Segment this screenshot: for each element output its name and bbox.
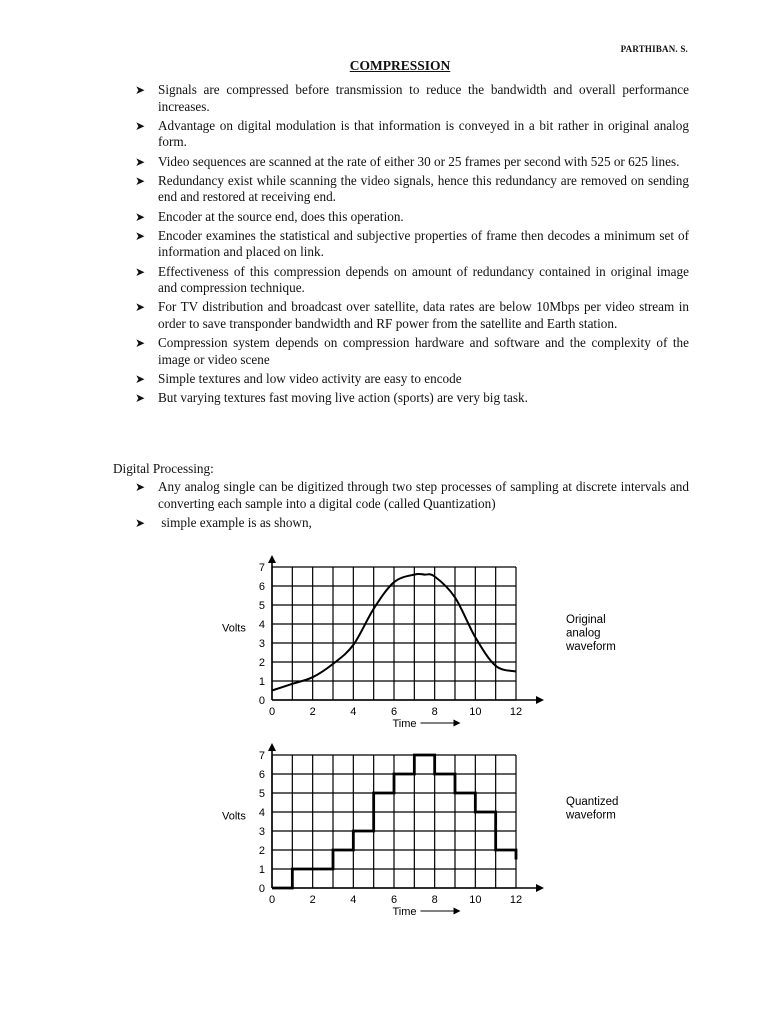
time-arrow-icon xyxy=(454,720,461,727)
bullet-item: ➤ Effectiveness of this compression depends on amount of redundancy contained in original image and compression technique. xyxy=(135,263,689,296)
y-tick-label: 4 xyxy=(258,807,265,819)
legend-label: Original xyxy=(566,614,606,626)
bullet-item: ➤ But varying textures fast moving live action (sports) are very big task. xyxy=(135,390,528,406)
x-tick-label: 2 xyxy=(309,706,316,718)
author-name: PARTHIBAN. S. xyxy=(620,44,688,54)
arrow-bullet-icon: ➤ xyxy=(135,336,146,351)
arrow-bullet-icon: ➤ xyxy=(135,83,146,97)
bullet-item: ➤ Video sequences are scanned at the rate of either 30 or 25 frames per second with 525 or 625 lines. xyxy=(135,153,680,169)
quantized-waveform-figure xyxy=(218,743,638,928)
bullet-item: ➤ Encoder examines the statistical and subjective properties of frame then decodes a minimum set of information and placed on link. xyxy=(135,227,689,260)
bullet-item: ➤ simple example is as shown, xyxy=(135,514,312,530)
x-tick-label: 10 xyxy=(469,706,482,718)
arrow-bullet-icon: ➤ xyxy=(135,391,146,406)
x-tick-label: 6 xyxy=(390,894,398,906)
x-axis-arrow-icon xyxy=(536,884,544,892)
arrow-bullet-icon: ➤ xyxy=(135,173,146,188)
arrow-bullet-icon: ➤ xyxy=(135,264,146,279)
bullet-item: ➤ Signals are compressed before transmission to reduce the bandwidth and overall performance increases. xyxy=(135,82,689,114)
x-tick-label: 2 xyxy=(309,894,316,906)
x-tick-label: 8 xyxy=(431,894,438,906)
y-tick-label: 2 xyxy=(258,657,265,669)
y-tick-label: 3 xyxy=(258,638,265,650)
y-tick-label: 0 xyxy=(258,883,265,895)
bullet-item: ➤ For TV distribution and broadcast over satellite, data rates are below 10Mbps per video stream in order to save transponder bandwidth and RF power from the satellite and Earth station. xyxy=(135,299,689,331)
x-tick-label: 10 xyxy=(469,894,482,906)
arrow-bullet-icon: ➤ xyxy=(135,118,146,133)
bullet-item: ➤ Redundancy exist while scanning the video signals, hence this redundancy are removed on sending end and restored at receiving end. xyxy=(135,172,689,205)
arrow-bullet-icon: ➤ xyxy=(135,228,146,243)
page-title: COMPRESSION xyxy=(349,58,451,73)
y-tick-label: 2 xyxy=(258,845,265,857)
y-tick-label: 5 xyxy=(258,788,265,800)
x-tick-label: 12 xyxy=(509,894,523,906)
x-tick-label: 6 xyxy=(390,706,398,718)
y-axis-arrow-icon xyxy=(268,555,276,563)
y-axis-title: Volts xyxy=(222,622,246,635)
y-tick-label: 1 xyxy=(258,864,265,876)
compression-bullet-list xyxy=(135,82,689,409)
legend-label: waveform xyxy=(566,641,616,653)
x-tick-label: 8 xyxy=(431,706,438,718)
bullet-item: ➤ Compression system depends on compression hardware and software and the complexity of the image or video scene xyxy=(135,335,689,367)
arrow-bullet-icon: ➤ xyxy=(135,371,146,386)
quantized-waveform-chart xyxy=(218,743,638,923)
bullet-item: ➤ Advantage on digital modulation is that information is conveyed in a bit rather in original analog form. xyxy=(135,117,689,150)
arrow-bullet-icon: ➤ xyxy=(135,209,146,224)
bullet-item: ➤ Encoder at the source end, does this operation. xyxy=(135,208,404,224)
y-tick-label: 7 xyxy=(258,750,265,762)
y-tick-label: 6 xyxy=(258,769,265,781)
y-axis-title: Volts xyxy=(222,810,246,823)
x-axis-title: Time xyxy=(392,906,417,918)
y-tick-label: 4 xyxy=(258,619,265,631)
legend-label: waveform xyxy=(566,809,616,822)
arrow-bullet-icon: ➤ xyxy=(135,300,146,315)
y-tick-label: 1 xyxy=(258,676,265,688)
y-axis-arrow-icon xyxy=(268,743,276,751)
x-tick-label: 4 xyxy=(350,706,357,718)
x-tick-label: 0 xyxy=(268,894,276,906)
x-tick-label: 0 xyxy=(268,706,276,718)
digital-processing-bullet-list xyxy=(135,479,689,534)
bullet-item: ➤ Any analog single can be digitized through two step processes of sampling at discrete intervals and converting each sample into a digital code (called Quantization) xyxy=(135,479,689,511)
y-tick-label: 0 xyxy=(258,695,265,707)
arrow-bullet-icon: ➤ xyxy=(135,154,146,169)
y-tick-label: 6 xyxy=(258,581,265,593)
section-heading-digital-processing: Digital Processing: xyxy=(113,461,214,476)
analog-waveform-figure xyxy=(218,555,638,740)
legend-label: Quantized xyxy=(566,796,619,808)
y-tick-label: 7 xyxy=(258,562,265,574)
x-tick-label: 12 xyxy=(509,706,523,718)
y-tick-label: 5 xyxy=(258,600,265,612)
arrow-bullet-icon: ➤ xyxy=(135,515,146,530)
legend-label: analog xyxy=(566,627,601,640)
x-axis-arrow-icon xyxy=(536,696,544,704)
time-arrow-icon xyxy=(454,908,461,915)
arrow-bullet-icon: ➤ xyxy=(135,480,146,494)
analog-waveform-chart xyxy=(218,555,638,735)
y-tick-label: 3 xyxy=(258,826,265,838)
bullet-item: ➤ Simple textures and low video activity are easy to encode xyxy=(135,370,462,386)
x-tick-label: 4 xyxy=(350,894,357,906)
x-axis-title: Time xyxy=(392,718,417,730)
